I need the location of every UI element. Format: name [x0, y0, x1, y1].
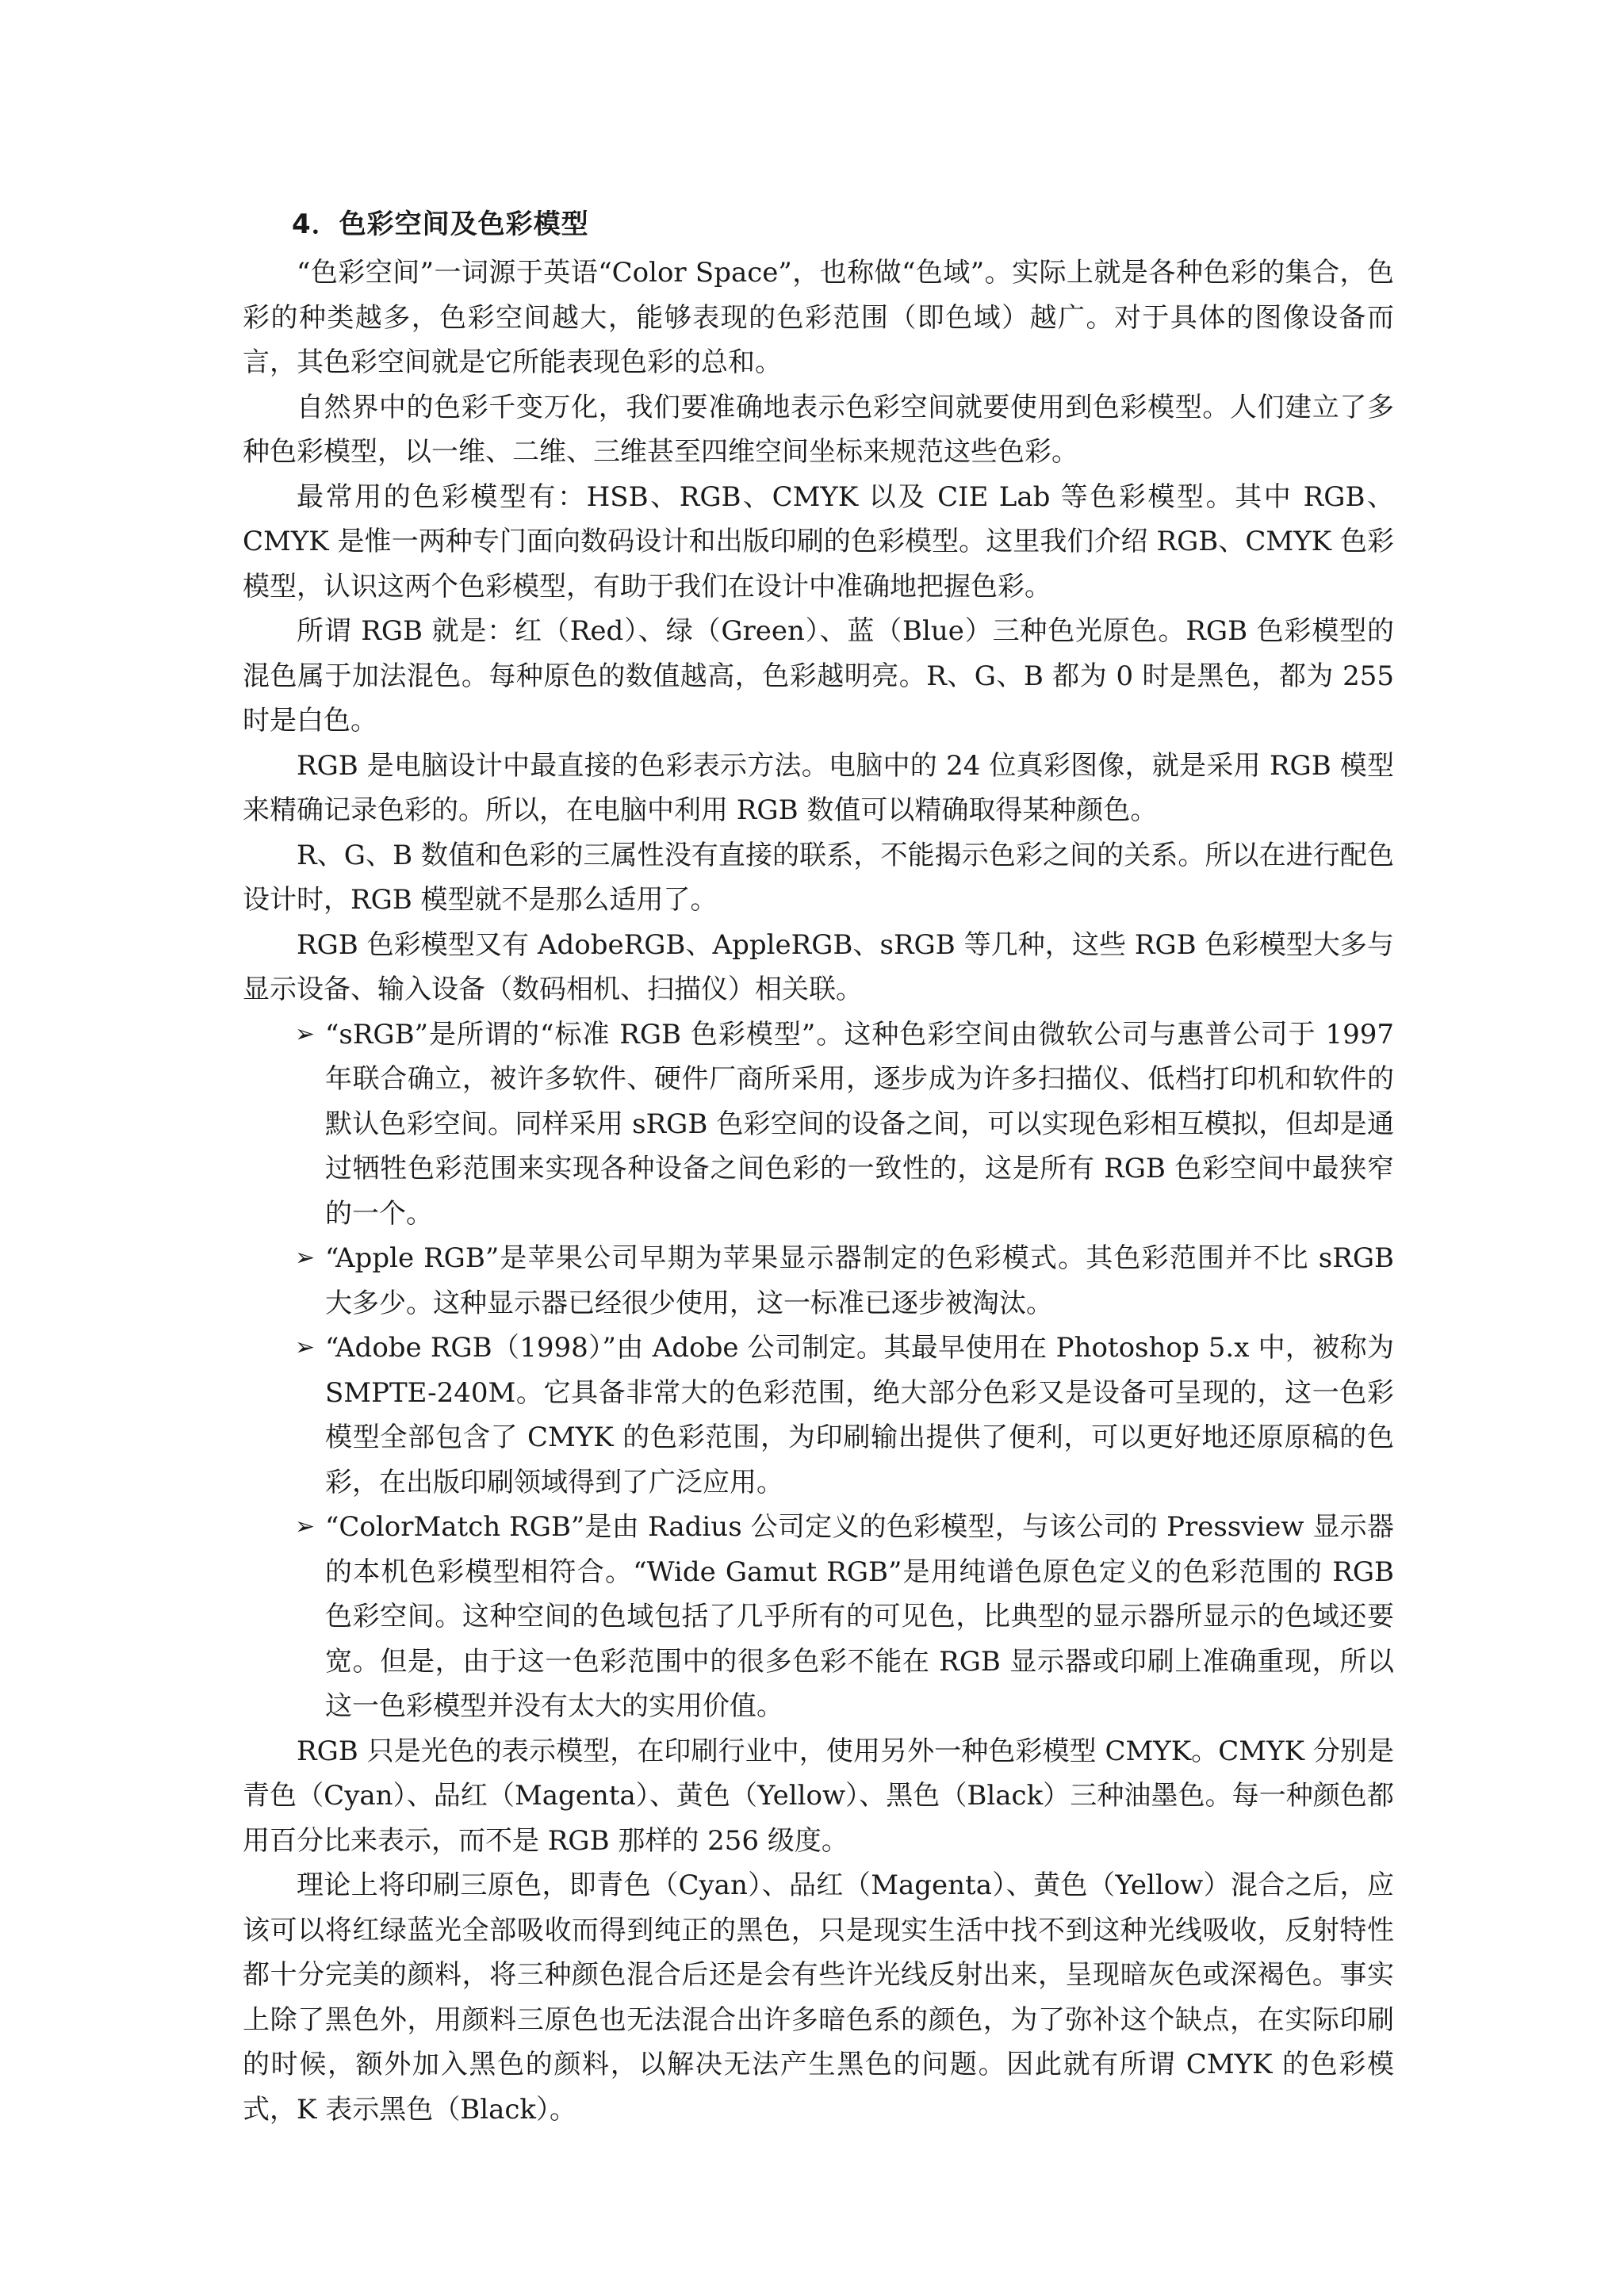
- arrow-bullet-icon: ➢: [295, 1020, 316, 1048]
- paragraph: “色彩空间”一词源于英语“Color Space”，也称做“色域”。实际上就是各种色彩的集合，色彩的种类越多，色彩空间越大，能够表现的色彩范围（即色域）越广。对于具体的图像设备而言，其色彩空间就是它所能表现色彩的总和。: [243, 257, 1394, 378]
- arrow-bullet-icon: ➢: [295, 1334, 316, 1361]
- list-item-text: “Apple RGB”是苹果公司早期为苹果显示器制定的色彩模式。其色彩范围并不比 sRGB 大多少。这种显示器已经很少使用，这一标准已逐步被淘汰。: [325, 1242, 1394, 1319]
- paragraph: RGB 色彩模型又有 AdobeRGB、AppleRGB、sRGB 等几种，这些 RGB 色彩模型大多与显示设备、输入设备（数码相机、扫描仪）相关联。: [243, 928, 1394, 1005]
- arrow-bullet-icon: ➢: [295, 1513, 316, 1540]
- list-item-text: “Adobe RGB（1998）”由 Adobe 公司制定。其最早使用在 Photoshop 5.x 中，被称为 SMPTE-240M。它具备非常大的色彩范围，绝大部分色彩又是设备可呈现的，这一色彩模型全部包含了 CMYK 的色彩范围，为印刷输出提供了便利，可以更好地还原原稿的色彩，在出版印刷领域得到了广泛应用。: [325, 1332, 1394, 1498]
- list-item: [243, 1236, 1394, 1326]
- list-item-text: “sRGB”是所谓的“标准 RGB 色彩模型”。这种色彩空间由微软公司与惠普公司于 1997 年联合确立，被许多软件、硬件厂商所采用，逐步成为许多扫描仪、低档打印机和软件的默认色彩空间。同样采用 sRGB 色彩空间的设备之间，可以实现色彩相互模拟，但却是通过牺牲色彩范围来实现各种设备之间色彩的一致性的，这是所有 RGB 色彩空间中最狭窄的一个。: [325, 1018, 1394, 1230]
- list-item-text: “ColorMatch RGB”是由 Radius 公司定义的色彩模型，与该公司的 Pressview 显示器的本机色彩模型相符合。“Wide Gamut RGB”是用纯谱色原色定义的色彩范围的 RGB 色彩空间。这种空间的色域包括了几乎所有的可见色，比典型的显示器所显示的色域还要宽。但是，由于这一色彩范围中的很多色彩不能在 RGB 显示器或印刷上准确重现，所以这一色彩模型并没有太大的实用价值。: [325, 1511, 1394, 1722]
- paragraph: 理论上将印刷三原色，即青色（Cyan）、品红（Magenta）、黄色（Yellow）混合之后，应该可以将红绿蓝光全部吸收而得到纯正的黑色，只是现实生活中找不到这种光线吸收，反射特性都十分完美的颜料，将三种颜色混合后还是会有些许光线反射出来，呈现暗灰色或深褐色。事实上除了黑色外，用颜料三原色也无法混合出许多暗色系的颜色，为了弥补这个缺点，在实际印刷的时候，额外加入黑色的颜料，以解决无法产生黑色的问题。因此就有所谓 CMYK 的色彩模式，K 表示黑色（Black）。: [243, 1869, 1394, 2126]
- paragraph: 自然界中的色彩千变万化，我们要准确地表示色彩空间就要使用到色彩模型。人们建立了多种色彩模型，以一维、二维、三维甚至四维空间坐标来规范这些色彩。: [243, 391, 1394, 468]
- paragraph: R、G、B 数值和色彩的三属性没有直接的联系，不能揭示色彩之间的关系。所以在进行配色设计时，RGB 模型就不是那么适用了。: [243, 839, 1394, 916]
- arrow-bullet-icon: ➢: [295, 1244, 316, 1272]
- list-item: [243, 1505, 1394, 1729]
- bullet-list: [243, 1012, 1394, 1729]
- list-item: [243, 1326, 1394, 1505]
- paragraph: RGB 是电脑设计中最直接的色彩表示方法。电脑中的 24 位真彩图像，就是采用 RGB 模型来精确记录色彩的。所以，在电脑中利用 RGB 数值可以精确取得某种颜色。: [243, 749, 1394, 826]
- document-page: [243, 198, 1394, 2132]
- paragraph: 最常用的色彩模型有：HSB、RGB、CMYK 以及 CIE Lab 等色彩模型。其中 RGB、CMYK 是惟一两种专门面向数码设计和出版印刷的色彩模型。这里我们介绍 RGB、CMYK 色彩模型，认识这两个色彩模型，有助于我们在设计中准确地把握色彩。: [243, 480, 1394, 603]
- section-heading: 4．色彩空间及色彩模型: [292, 209, 589, 240]
- paragraph: RGB 只是光色的表示模型，在印刷行业中，使用另外一种色彩模型 CMYK。CMYK 分别是青色（Cyan）、品红（Magenta）、黄色（Yellow）、黑色（Black）三种油墨色。每一种颜色都用百分比来表示，而不是 RGB 那样的 256 级度。: [243, 1735, 1394, 1857]
- list-item: [243, 1012, 1394, 1237]
- paragraph: 所谓 RGB 就是：红（Red）、绿（Green）、蓝（Blue）三种色光原色。RGB 色彩模型的混色属于加法混色。每种原色的数值越高，色彩越明亮。R、G、B 都为 0 时是黑色，都为 255 时是白色。: [243, 615, 1394, 737]
